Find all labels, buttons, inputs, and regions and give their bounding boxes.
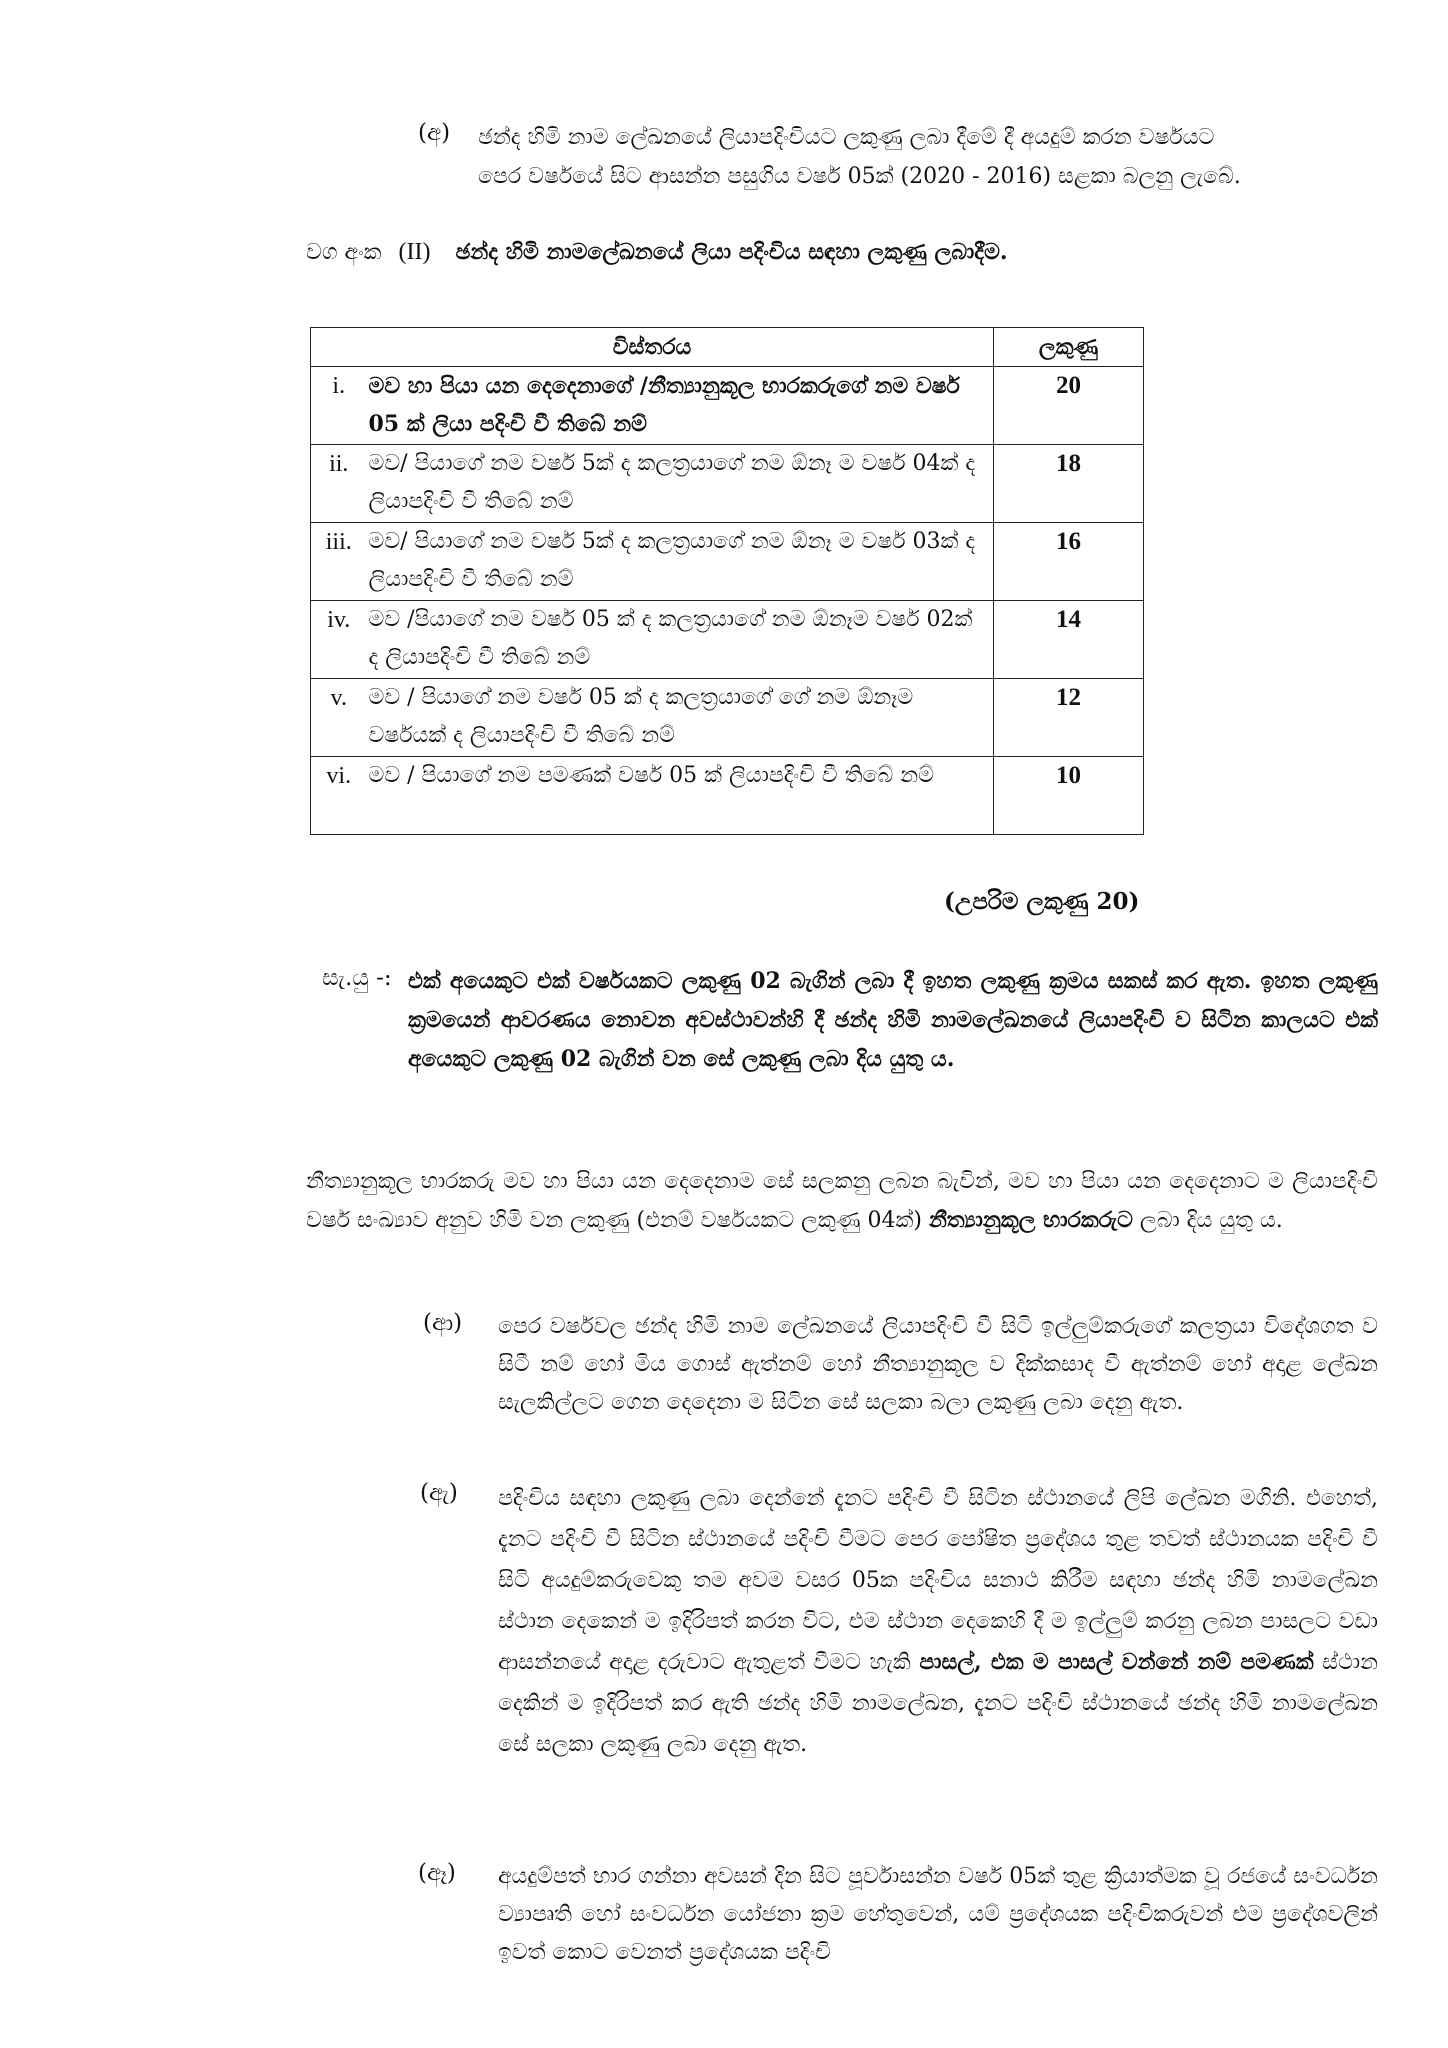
row-description: මව හා පියා යන දෙදෙනාගේ /නීත්‍යානුකූල භාරකරුගේ නම වර්ෂ 05 ක් ලියා පදිංචි වී තිබේ නම් [367,367,994,445]
row-number: ii. [311,445,367,523]
table-header-row [311,328,1144,367]
section-number: (II) [398,239,431,265]
section-label: වග අංක [306,240,382,265]
row-description: මව / පියාගේ නම වර්ෂ 05 ක් ද කලත්‍රයාගේ ගේ නම ඕනෑම වර්ෂයක් ද ලියාපදිංචි වී තිබේ නම් [367,679,994,757]
row-marks: 20 [994,367,1144,445]
table-row [311,601,1144,679]
row-number: iii. [311,523,367,601]
row-marks: 14 [994,601,1144,679]
para-ae-text [498,1478,1378,1765]
para-a-label: (අ) [418,120,451,146]
para-ae-bold: පාසල්, එක ම පාසල් වන්නේ නම් පමණක් [919,1649,1314,1675]
row-description: මව/ පියාගේ නම වර්ෂ 5ක් ද කලත්‍රයාගේ නම ඕනෑ ම වර්ෂ 04ක් ද ලියාපදිංචි වී තිබේ නම් [367,445,994,523]
guardian-text: නීත්‍යානුකූල භාරකරු මව හා පියා යන දෙදෙනාම සේ සලකනු ලබන බැවින්, මව හා පියා යන දෙදෙනාට ම ලියාපදිංචි වර්ෂ සංඛ්‍යාව අනුව හිමි වන ලකුණු (එනම් වර්ෂයකට ලකුණු 04ක්) [306,1169,1378,1233]
row-description: මව / පියාගේ නම පමණක් වර්ෂ 05 ක් ලියාපදිංචි වී තිබේ නම් [367,757,994,835]
table-row [311,523,1144,601]
row-description: මව /පියාගේ නම වර්ෂ 05 ක් ද කලත්‍රයාගේ නම ඕනෑම වර්ෂ 02ක් ද ලියාපදිංචි වී තිබේ නම් [367,601,994,679]
row-number: vi. [311,757,367,835]
row-number: v. [311,679,367,757]
note-text: එක් අයෙකුට එක් වර්ෂයකට ලකුණු 02 බැගින් ලබා දී ඉහත ලකුණු ක්‍රමය සකස් කර ඇත. ඉහත ලකුණු ක්‍රමයෙන් ආවරණය නොවන අවස්ථාවන්හි දී ඡන්ද හිමි නාමලේඛනයේ ලියාපදිංචි ව සිටින කාලයට එක් අයෙකුට ලකුණු 02 බැගින් වන සේ ලකුණු ලබා දිය යුතු ය. [408,968,1378,1072]
table-row [311,757,1144,835]
table-row [311,367,1144,445]
para-a-line2: පෙර වර්ෂයේ සිට ආසන්න පසුගිය වර්ෂ 05ක් (2020 - 2016) සළකා බලනු ලැබේ. [478,164,1241,189]
para-ae-text1: පදිංචිය සඳහා ලකුණු ලබා දෙන්නේ දැනට පදිංචි වී සිටින ස්ථානයේ ලිපි ලේඛන මගිනි. එහෙත්, දැනට පදිංචි වී සිටින ස්ථානයේ පදිංචි වීමට පෙර පෝෂිත ප්‍රදේශය තුළ තවත් ස්ථානයක පදිංචි වී සිටි අයදුම්කරුවෙකු තම අවම වසර 05ක පදිංචිය සනාථ කිරීම සඳහා ඡන්ද හිමි නාමලේඛන ස්ථාන දෙකෙන් ම ඉදිරිපත් කරන විට, එම ස්ථාන දෙකෙහි දී ම ඉල්ලුම් කරනු ලබන පාසලට වඩා ආසන්නයේ අදාළ දරුවාට ඇතුළත් වීමට හැකි [498,1486,1378,1675]
para-aa-label: (ආ) [423,1310,463,1336]
max-marks: (උපරිම ලකුණු 20) [944,888,1140,915]
row-marks: 16 [994,523,1144,601]
note-label: සැ.යු -: [322,965,392,991]
para-a-text [478,118,1378,196]
row-marks: 18 [994,445,1144,523]
section-heading [306,232,1008,273]
row-marks: 10 [994,757,1144,835]
section-title: ඡන්ද හිමි නාමලේඛනයේ ලියා පදිංචිය සඳහා ලකුණු ලබාදීම. [455,239,1008,265]
header-marks: ලකුණු [994,328,1144,367]
row-description: මව/ පියාගේ නම වර්ෂ 5ක් ද කලත්‍රයාගේ නම ඕනෑ ම වර්ෂ 03ක් ද ලියාපදිංචි වී තිබේ නම් [367,523,994,601]
row-number: i. [311,367,367,445]
marks-table [310,327,1144,835]
table-row [311,679,1144,757]
guardian-paragraph [306,1162,1378,1240]
para-ae-text2: ස්ථාන දෙකින් ම ඉදිරිපත් කර ඇති ඡන්ද හිමි නාමලේඛන, දැනට පදිංචි ස්ථානයේ ඡන්ද හිමි නාමලේඛන සේ සලකා ලකුණු ලබා දෙනු ඇත. [498,1650,1378,1757]
para-ae2-label: (ඈ) [418,1860,456,1886]
table-row [311,445,1144,523]
para-ae-label: (ඇ) [420,1480,458,1506]
row-number: iv. [311,601,367,679]
header-description: විස්තරය [311,328,994,367]
guardian-bold-text: නීත්‍යානුකූල භාරකරුට [928,1207,1133,1233]
row-marks: 12 [994,679,1144,757]
para-aa-text: පෙර වර්ෂවල ඡන්ද හිමි නාම ලේඛනයේ ලියාපදිංචි වී සිටි ඉල්ලුම්කරුගේ කලත්‍රයා විදේශගත ව සිටී නම් හෝ මිය ගොස් ඇත්නම් හෝ නීත්‍යානුකූල ව දික්කසාද වී ඇත්නම් හෝ අදාළ ලේඛන සැලකිල්ලට ගෙන දෙදෙනා ම සිටින සේ සලකා බලා ලකුණු ලබා දෙනු ඇත. [498,1314,1378,1415]
guardian-tail: ලබා දිය යුතු ය. [1132,1208,1283,1233]
para-a-line1: ඡන්ද හිමි නාම ලේඛනයේ ලියාපදිංචියට ලකුණු ලබා දීමේ දී අයදුම් කරන වර්ෂයට [478,125,1215,150]
para-ae2-text: අයදුම්පත් භාර ගන්නා අවසන් දින සිට පූර්වාසන්න වර්ෂ 05ක් තුළ ක්‍රියාත්මක වූ රජයේ සංවර්ධන ව්‍යාපෘති හෝ සංවර්ධන යෝජනා ක්‍රම හේතුවෙන්, යම් ප්‍රදේශයක පදිංචිකරුවන් එම ප්‍රදේශවලින් ඉවත් කොට වෙනත් ප්‍රදේශයක පදිංචි [498,1864,1378,1965]
